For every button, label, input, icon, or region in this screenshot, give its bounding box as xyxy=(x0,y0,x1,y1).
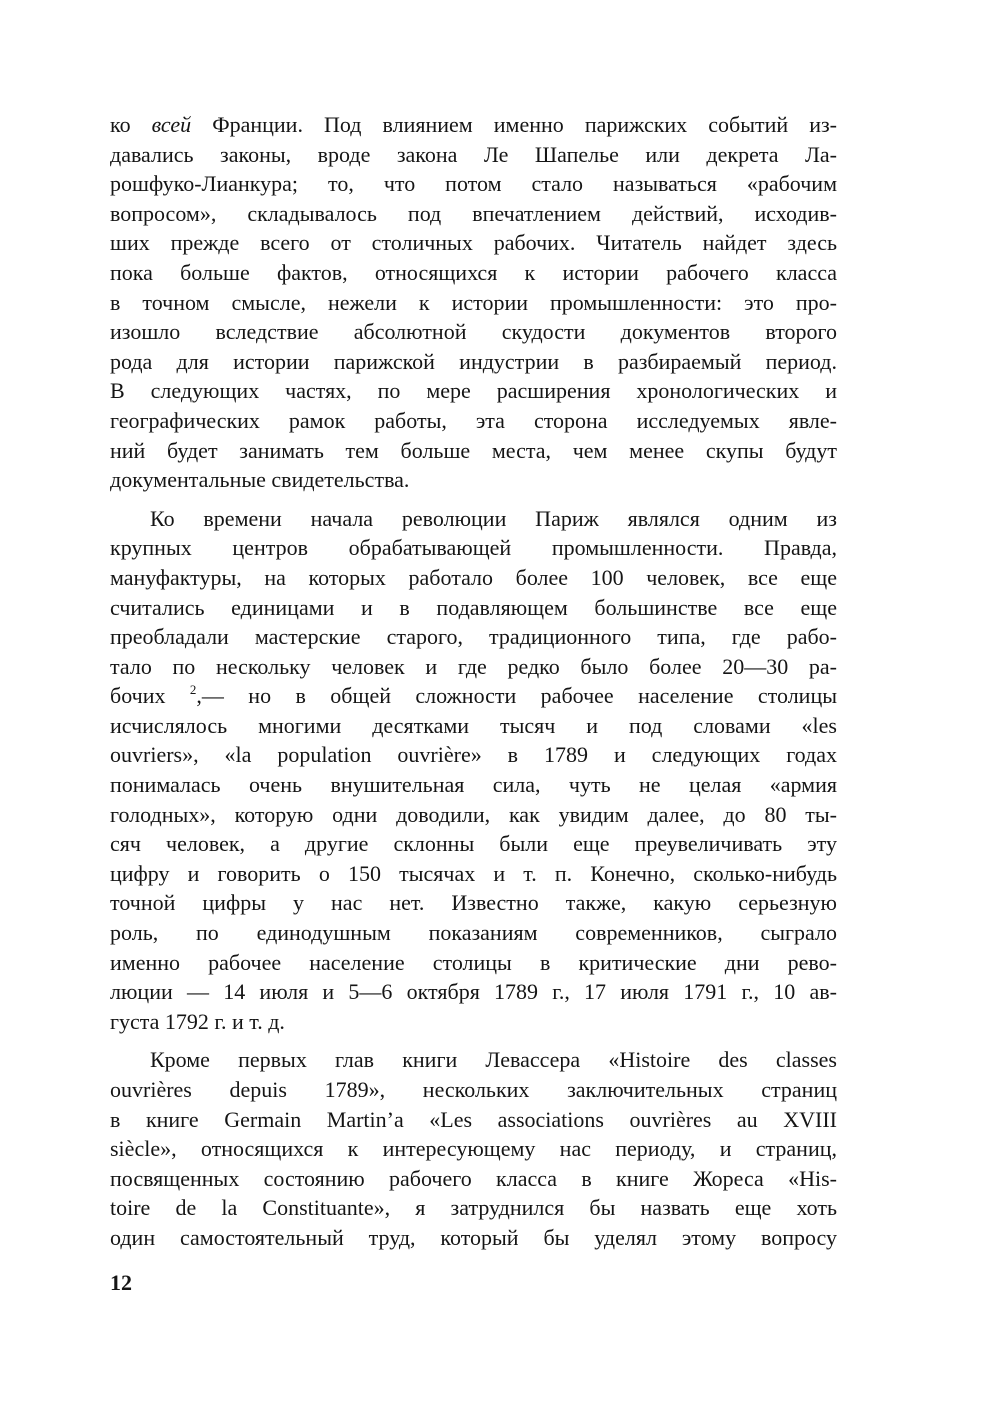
text-line: изошло вследствие абсолютной скудости документов второго xyxy=(110,319,837,345)
text-line: siècle», относящихся к интересующему нас периоду, и страниц, xyxy=(110,1136,837,1162)
text-line: пока больше фактов, относящихся к истории рабочего класса xyxy=(110,259,837,285)
text-line: сяч человек, а другие склонны были еще преувеличивать эту xyxy=(110,831,837,857)
text-line: вопросом», складывалось под впечатлением действий, исходив- xyxy=(110,200,837,226)
text-line: исчислялось многими десятками тысяч и под словами «les xyxy=(110,712,837,738)
text-line: в точном смысле, нежели к истории промышленности: это про- xyxy=(110,289,837,315)
text-line: toire de la Constituante», я затруднился бы назвать еще хоть xyxy=(110,1195,837,1221)
text-line: в книге Germain Martin’a «Les associations ouvrières au XVIII xyxy=(110,1106,837,1132)
paragraph-1 xyxy=(110,110,837,495)
page-number: 12 xyxy=(110,1270,132,1295)
text-line: роль, по единодушным показаниям современников, сыграло xyxy=(110,920,837,946)
paragraph-2 xyxy=(110,504,837,1037)
text-line: считались единицами и в подавляющем большинстве все еще xyxy=(110,594,837,620)
text-line: цифру и говорить о 150 тысячах и т. п. Конечно, сколько-нибудь xyxy=(110,860,837,886)
text-line: ouvrières depuis 1789», нескольких заключительных страниц xyxy=(110,1077,837,1102)
text-line: давались законы, вроде закона Ле Шапелье или декрета Ла- xyxy=(110,141,837,167)
text-line: люции — 14 июля и 5—6 октября 1789 г., 17 июля 1791 г., 10 ав- xyxy=(110,979,837,1005)
text-segment: ко xyxy=(110,112,152,137)
text-line: преобладали мастерские старого, традиционного типа, где рабо- xyxy=(110,624,837,650)
text-line: В следующих частях, по мере расширения хронологических и xyxy=(110,378,837,404)
footnote-reference: 2 xyxy=(189,682,197,698)
text-segment: ,— но в общей сложности рабочее население столицы xyxy=(196,683,837,709)
text-line: посвященных состоянию рабочего класса в книге Жореса «His- xyxy=(110,1165,837,1191)
text-line: Ко времени начала революции Париж являлся одним из xyxy=(150,505,837,531)
text-line xyxy=(110,681,837,711)
text-line: именно рабочее население столицы в критические дни рево- xyxy=(110,949,837,975)
italic-emphasis: всей xyxy=(151,112,192,137)
paragraph-3 xyxy=(110,1045,837,1252)
text-line: мануфактуры, на которых работало более 100 человек, все еще xyxy=(110,564,837,590)
text-line: голодных», которую одни доводили, как увидим далее, до 80 ты- xyxy=(110,801,837,827)
text-line: крупных центров обрабатывающей промышленности. Правда, xyxy=(110,535,837,561)
text-line: тало по нескольку человек и где редко было более 20—30 ра- xyxy=(110,653,837,679)
text-line: Кроме первых глав книги Левассера «Histoire des classes xyxy=(150,1047,837,1073)
text-segment: бочих xyxy=(110,683,190,709)
text-line: рошфуко-Лианкура; то, что потом стало называться «рабочим xyxy=(110,171,837,197)
text-line: ouvriers», «la population ouvrière» в 1789 и следующих годах xyxy=(110,742,837,768)
text-line: густа 1792 г. и т. д. xyxy=(110,1008,285,1034)
text-line: документальные свидетельства. xyxy=(110,467,410,493)
text-line: рода для истории парижской индустрии в разбираемый период. xyxy=(110,348,837,374)
text-line xyxy=(110,110,837,140)
text-line: географических рамок работы, эта сторона исследуемых явле- xyxy=(110,407,837,433)
text-line: понималась очень внушительная сила, чуть не целая «армия xyxy=(110,772,837,798)
text-line: ний будет занимать тем больше места, чем менее скупы будут xyxy=(110,437,837,463)
page-body xyxy=(110,110,837,1262)
text-line: точной цифры у нас нет. Известно также, какую серьезную xyxy=(110,890,837,916)
text-segment: Франции. Под влиянием именно парижских событий из- xyxy=(191,112,837,137)
text-line: ших прежде всего от столичных рабочих. Читатель найдет здесь xyxy=(110,230,837,256)
text-line: один самостоятельный труд, который бы уделял этому вопросу xyxy=(110,1224,837,1250)
